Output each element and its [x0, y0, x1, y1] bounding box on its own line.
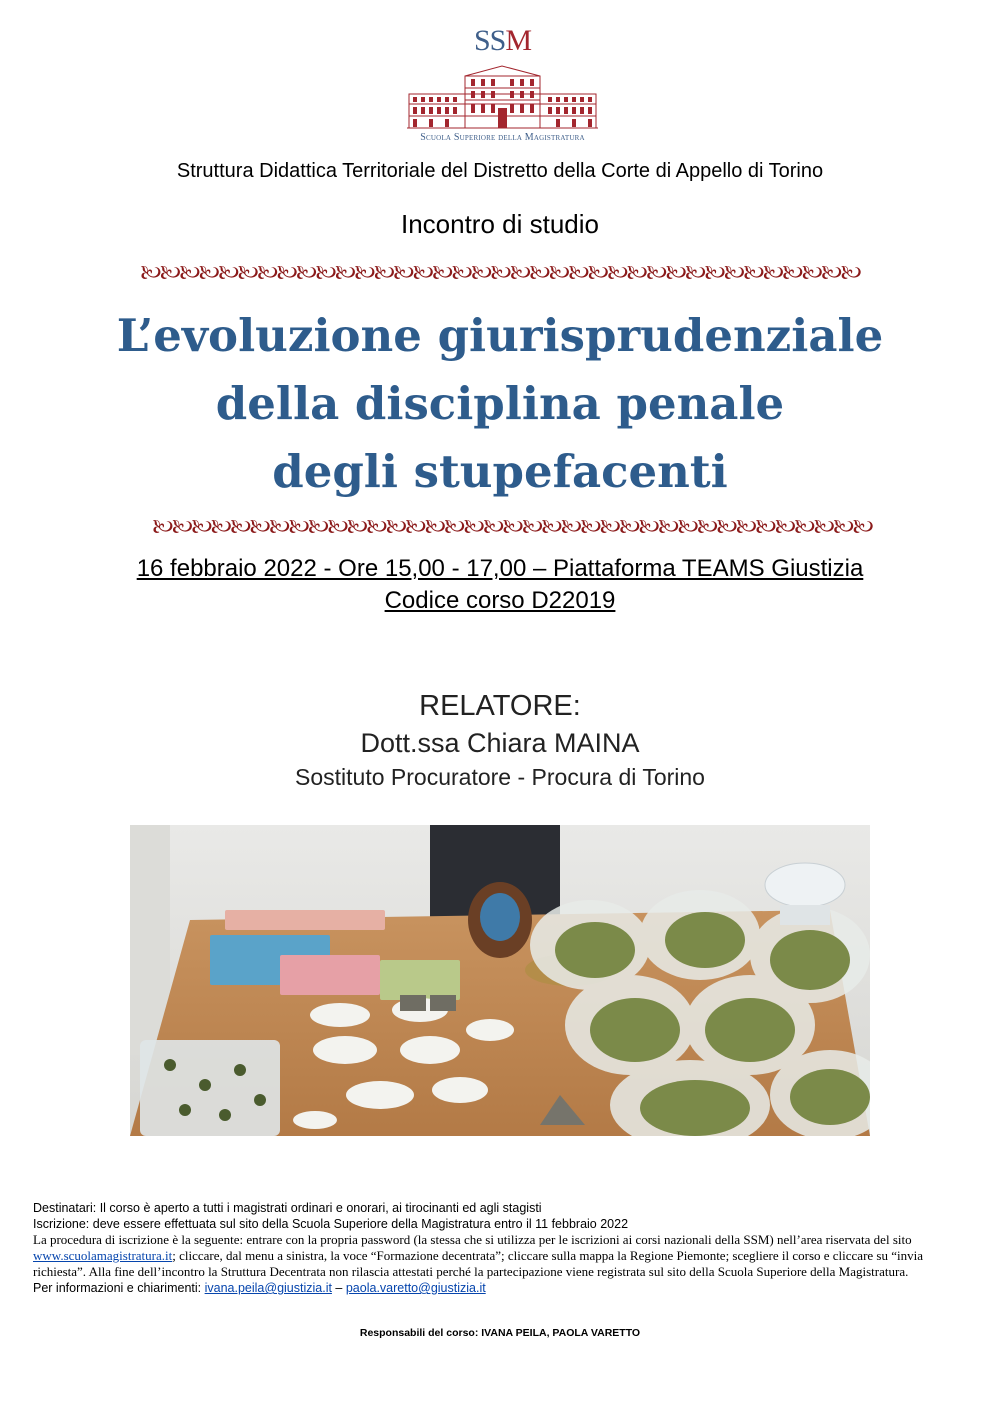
- event-date-line: 16 febbraio 2022 - Ore 15,00 - 17,00 – Piattaforma TEAMS Giustizia: [136, 555, 864, 582]
- responsabili-text: Responsabili del corso: IVANA PEILA, PAOLA VARETTO: [359, 1327, 641, 1339]
- procedura-text: La procedura di iscrizione è la seguente: entrare con la propria password (la stessa che si utilizza per le iscrizioni ai corsi nazionali della SSM) nell’area riservata del sito www.scuolamagistratura.it; cliccare, dal menu a sinistra, la voce “Formazione decentrata”; cliccare sulla mappa la Regione Piemonte; scegliere il corso e cliccare su “invia richiesta”. Alla fine dell’incontro la Struttura Decentrata non rilascia attestati perché la partecipazione viene registrata sul sito della Scuola Superiore della Magistratura.: [33, 1232, 924, 1279]
- ornament-divider-bottom: [12, 510, 1000, 548]
- email-paola-link[interactable]: paola.varetto@giustizia.it: [345, 1281, 486, 1295]
- ssm-wordmark: SSM: [473, 24, 532, 57]
- ornament-icon: 🙠🙠🙠🙠🙠🙠🙠🙠🙠🙠🙠🙠🙠🙠🙠🙠🙠🙠🙠🙠🙠🙠🙠🙠🙠🙠🙠🙠🙠🙠🙠🙠🙠🙠🙠🙠🙠: [152, 515, 872, 540]
- course-code: Codice corso D22019: [384, 587, 616, 614]
- speaker-role: Sostituto Procuratore - Procura di Torino: [295, 764, 705, 790]
- footer-info: [33, 1200, 968, 1296]
- speaker-name: Dott.ssa Chiara MAINA: [360, 728, 640, 758]
- palace-building-icon: [405, 64, 600, 130]
- title-line-3: degli stupefacenti: [272, 445, 728, 498]
- title-line-1: L’evoluzione giurisprudenziale: [116, 309, 884, 362]
- info-text: Per informazioni e chiarimenti: ivana.peila@giustizia.it – paola.varetto@giustizia.it: [33, 1281, 486, 1295]
- speaker-heading: RELATORE:: [419, 690, 581, 722]
- seized-drugs-photo: [130, 825, 870, 1136]
- ssm-logo: [405, 20, 600, 152]
- iscrizione-text: Iscrizione: deve essere effettuata sul sito della Scuola Superiore della Magistratura entro il 11 febbraio 2022: [33, 1217, 629, 1231]
- seized-drugs-photo-illustration: [130, 825, 870, 1136]
- ornament-icon: 🙠🙠🙠🙠🙠🙠🙠🙠🙠🙠🙠🙠🙠🙠🙠🙠🙠🙠🙠🙠🙠🙠🙠🙠🙠🙠🙠🙠🙠🙠🙠🙠🙠🙠🙠🙠🙠: [140, 261, 860, 286]
- incontro-label: Incontro di studio: [400, 209, 599, 239]
- ornament-divider-top: [0, 256, 1000, 294]
- scuolamagistratura-link[interactable]: www.scuolamagistratura.it: [33, 1248, 173, 1263]
- title-line-2: della disciplina penale: [215, 377, 785, 430]
- destinatari-text: Destinatari: Il corso è aperto a tutti i magistrati ordinari e onorari, ai tirocinanti ed agli stagisti: [33, 1201, 542, 1215]
- logo-caption: Scuola Superiore della Magistratura: [420, 132, 585, 143]
- event-details: [0, 553, 1000, 617]
- struttura-heading: Struttura Didattica Territoriale del Distretto della Corte di Appello di Torino: [176, 160, 824, 182]
- email-ivana-link[interactable]: ivana.peila@giustizia.it: [204, 1281, 332, 1295]
- event-title: [0, 302, 1000, 506]
